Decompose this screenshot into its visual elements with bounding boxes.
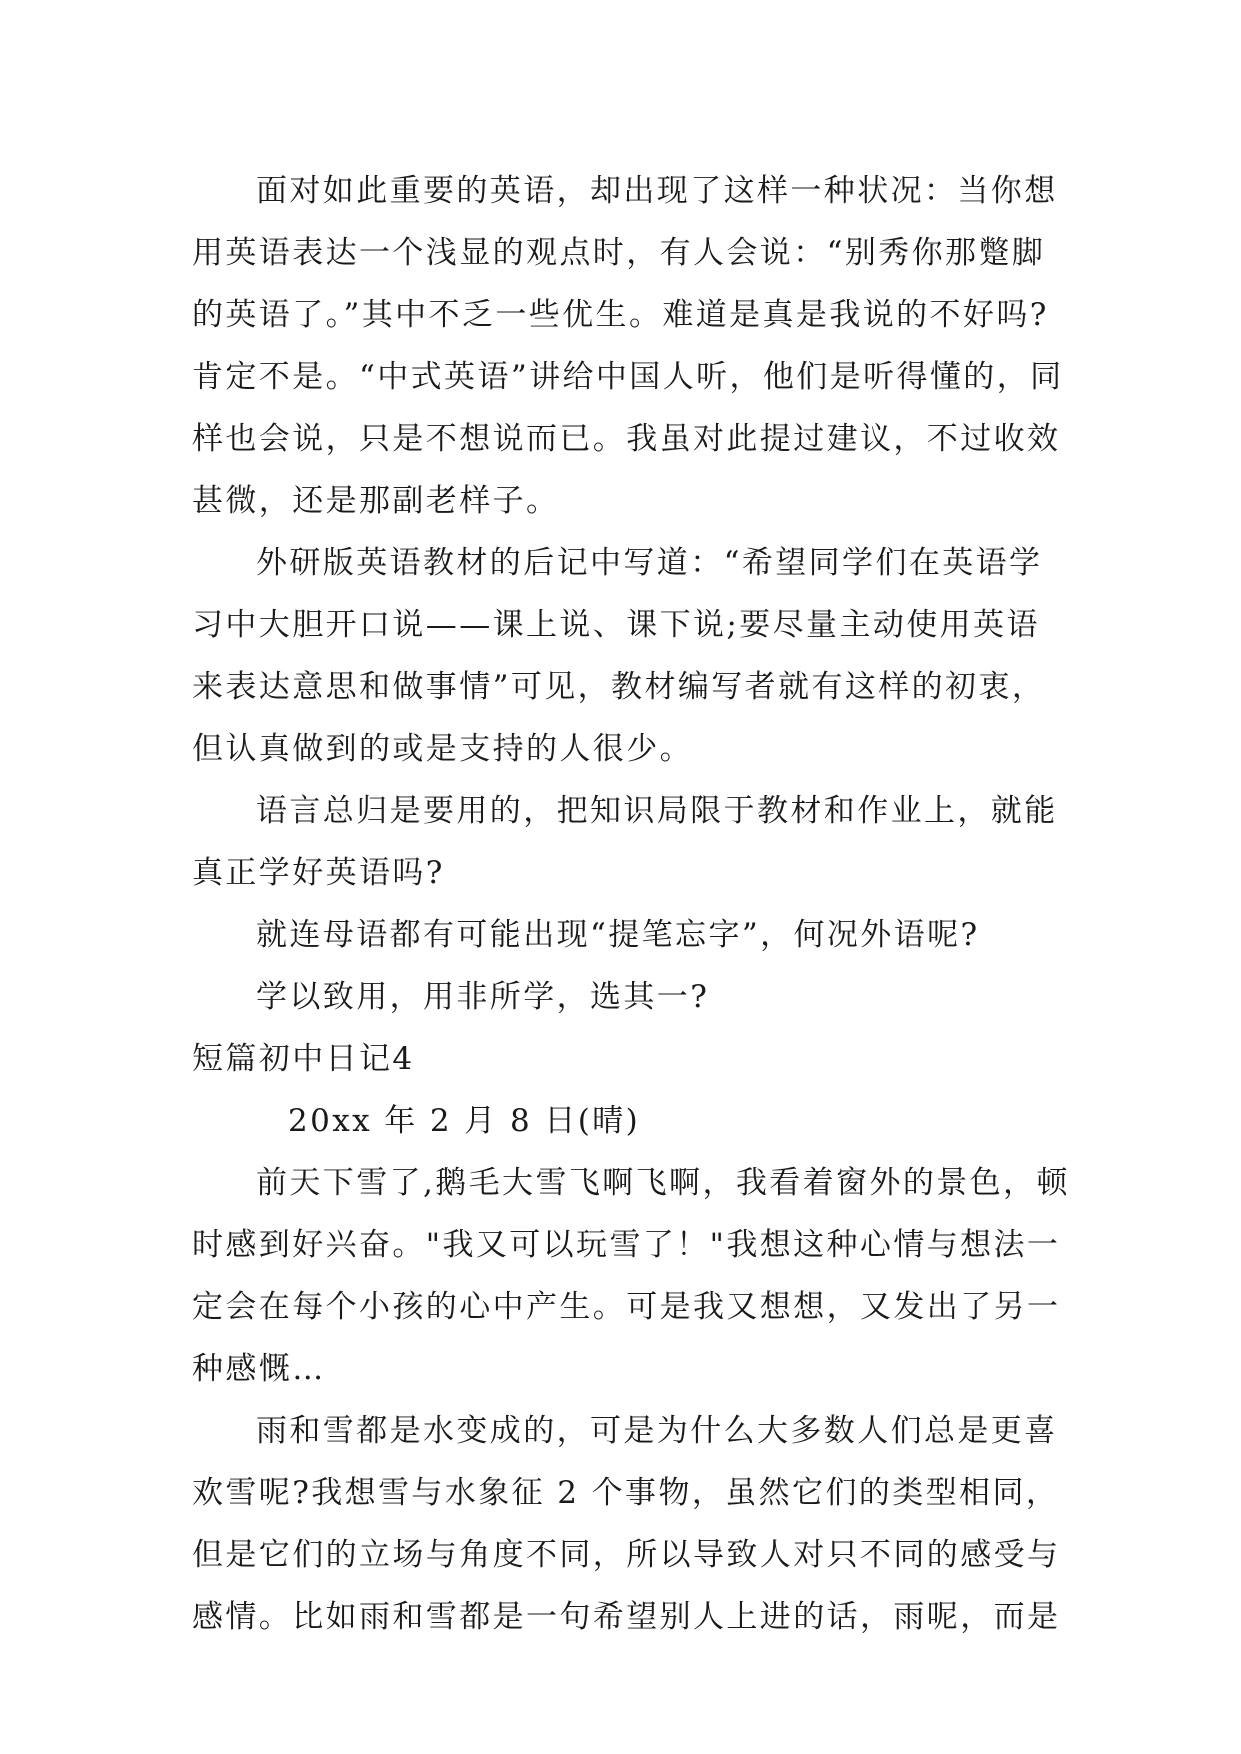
paragraph-learn-to-use: 学以致用，用非所学，选其一? (256, 979, 710, 1015)
diary-date: 20xx 年 2 月 8 日(晴) (288, 1103, 641, 1139)
paragraph-rain-and-snow: 雨和雪都是水变成的，可是为什么大多数人们总是更喜欢雪呢?我想雪与水象征 2 个事物，虽然它们的类型相同，但是它们的立场与角度不同，所以导致人对只不同的感受与感情。比如雨和雪都是一句希望别人上进的话，雨呢，而是 (192, 1413, 1061, 1635)
section-heading: 短篇初中日记4 (192, 1041, 415, 1077)
paragraph-textbook-afterword: 外研版英语教材的后记中写道：“希望同学们在英语学习中大胆开口说——课上说、课下说;要尽量主动使用英语来表达意思和做事情”可见，教材编写者就有这样的初衷，但认真做到的或是支持的人很少。 (192, 545, 1046, 767)
paragraph-english-situation: 面对如此重要的英语，却出现了这样一种状况：当你想用英语表达一个浅显的观点时，有人会说：“别秀你那蹩脚的英语了。”其中不乏一些优生。难道是真是我说的不好吗?肯定不是。“中式英语”讲给中国人听，他们是听得懂的，同样也会说，只是不想说而已。我虽对此提过建议，不过收效甚微，还是那副老样子。 (192, 173, 1064, 519)
paragraph-language-use: 语言总归是要用的，把知识局限于教材和作业上，就能真正学好英语吗? (192, 793, 1058, 891)
document-body (192, 160, 1072, 1648)
paragraph-mother-tongue: 就连母语都有可能出现“提笔忘字”，何况外语呢? (256, 917, 980, 953)
paragraph-snow-day: 前天下雪了,鹅毛大雪飞啊飞啊，我看着窗外的景色，顿时感到好兴奋。"我又可以玩雪了！"我想这种心情与想法一定会在每个小孩的心中产生。可是我又想想，又发出了另一种感慨… (192, 1165, 1070, 1387)
